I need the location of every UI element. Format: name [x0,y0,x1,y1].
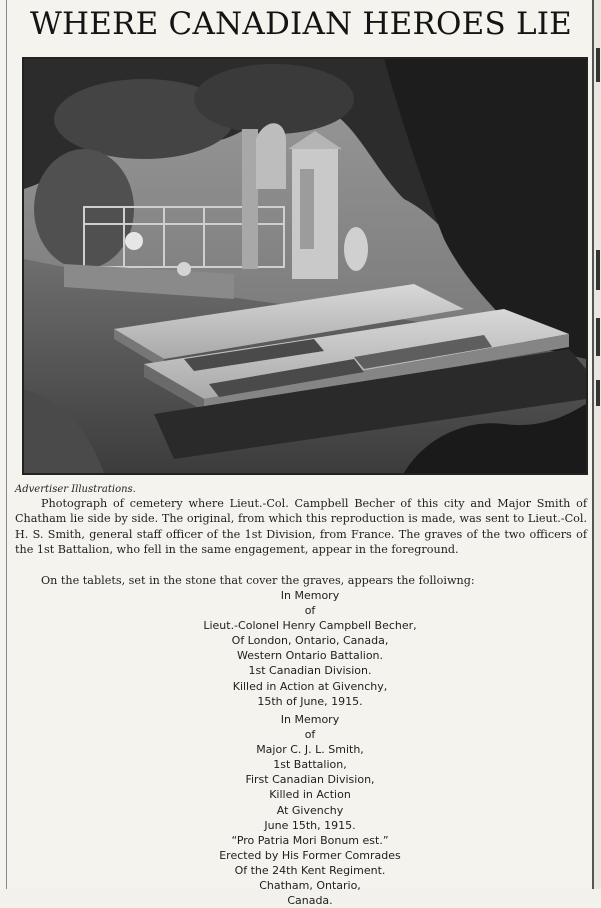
inscription-line: June 15th, 1915. [264,818,356,832]
tablet-inscription-smith [100,712,520,908]
tablet-inscription-becher [100,588,520,709]
adjacent-column-fragment [596,250,600,290]
inscription-line: Major C. J. L. Smith, [256,743,364,757]
inscription-line: In Memory [280,713,340,726]
left-column-rule [6,0,7,889]
adjacent-column-fragment [596,380,600,406]
inscription-line: 1st Canadian Division. [248,664,372,678]
inscription-line: 1st Battalion, [273,758,347,772]
photo-credit: Advertiser Illustrations. [15,484,136,495]
inscription-line: Erected by His Former Comrades [219,848,401,862]
inscription-line: Killed in Action [269,788,351,802]
headline: WHERE CANADIAN HEROES LIE [29,6,573,42]
photo-caption: Photograph of cemetery where Lieut.-Col. Campbell Becher of this city and Major Smith of Chatham lie side by side. The original, from which this reproduction is made, was sent to Lieut.-Col. H. S. Smith, general staff officer of the 1st Division, from France. The graves of the two officers of the 1st Battalion, who fell in the same engagement, appear in the foreground. [15,497,587,557]
tablet-lead-in: On the tablets, set in the stone that cover the graves, appears the folloiwng: [41,574,475,587]
inscription-line: Canada. [287,894,333,908]
adjacent-column-fragment [596,318,600,356]
inscription-line: Of London, Ontario, Canada, [231,634,389,648]
inscription-line: Killed in Action at Givenchy, [232,679,388,693]
inscription-line: At Givenchy [276,803,344,817]
adjacent-column-fragment [596,48,600,82]
inscription-line: of [304,728,316,742]
inscription-line: of [304,604,316,618]
inscription-line: “Pro Patria Mori Bonum est.” [231,833,389,847]
cemetery-photograph [22,57,588,475]
inscription-line: Chatham, Ontario, [259,879,361,893]
inscription-line: Of the 24th Kent Regiment. [234,863,386,877]
inscription-line: Western Ontario Battalion. [236,649,384,663]
inscription-line: Lieut.-Colonel Henry Campbell Becher, [203,619,417,633]
inscription-line: 15th of June, 1915. [257,694,363,708]
photo-illustration [24,59,586,473]
inscription-line: In Memory [280,589,340,602]
inscription-line: First Canadian Division, [245,773,375,787]
adjacent-column-edge [594,0,601,889]
